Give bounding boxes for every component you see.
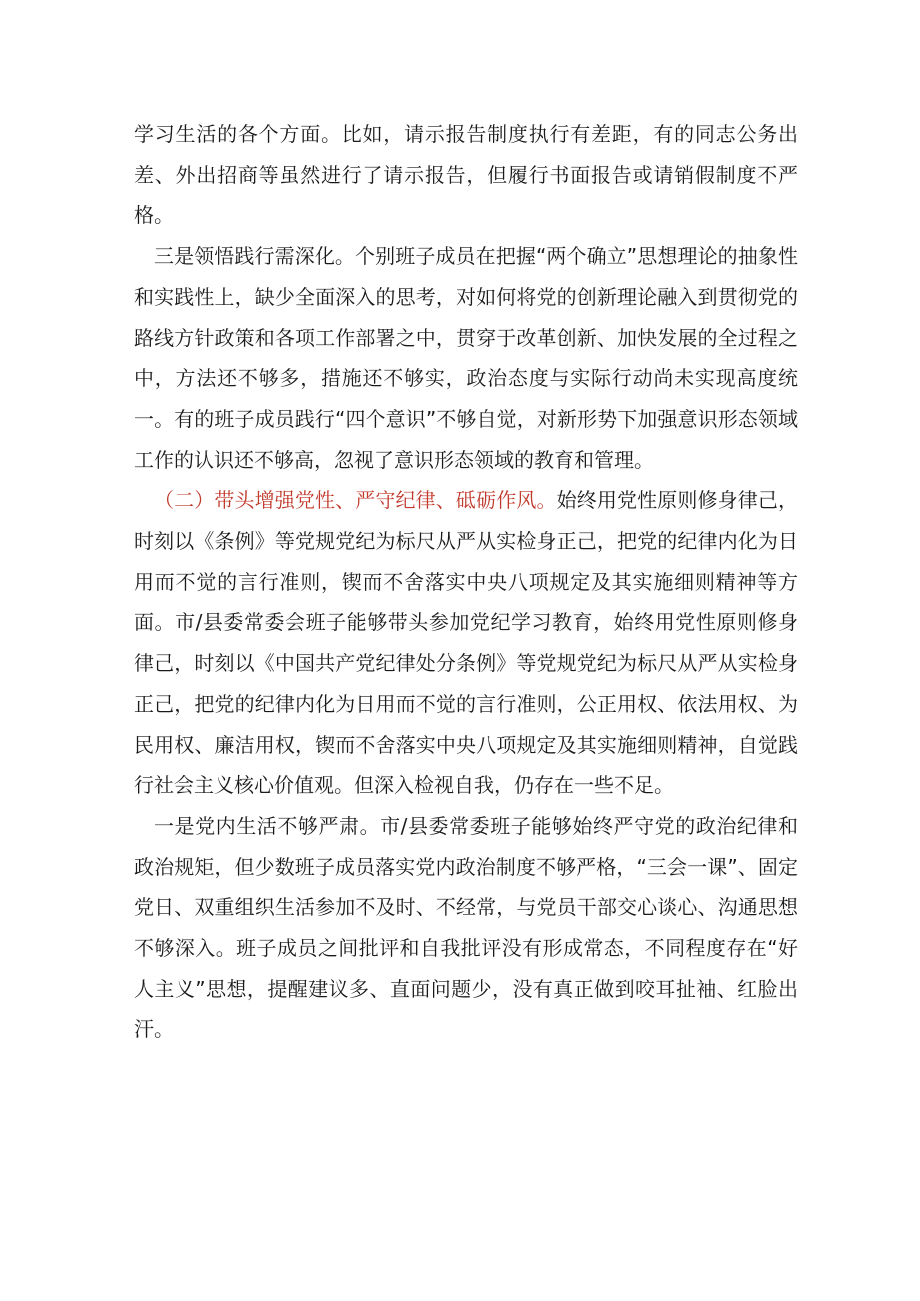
paragraph-continuation: 学习生活的各个方面。比如，请示报告制度执行有差距，有的同志公务出差、外出招商等虽然进行了请示报告，但履行书面报告或请销假制度不严格。 xyxy=(134,122,798,228)
paragraph-point-three: 三是领悟践行需深化。个别班子成员在把握“两个确立”思想理论的抽象性和实践性上，缺少全面深入的思考，对如何将党的创新理论融入到贯彻党的路线方针政策和各项工作部署之中，贯穿于改革创新、加快发展的全过程之中，方法还不够多，措施还不够实，政治态度与实际行动尚未实现高度统一。有的班子成员践行“四个意识”不够自觉，对新形势下加强意识形态领域工作的认识还不够高，忽视了意识形态领域的教育和管理。 xyxy=(134,244,798,472)
paragraph-point-one: 一是党内生活不够严肃。市/县委常委班子能够始终严守党的政治纪律和政治规矩，但少数班子成员落实党内政治制度不够严格，“三会一课”、固定党日、双重组织生活参加不及时、不经常，与党员干部交心谈心、沟通思想不够深入。班子成员之间批评和自我批评没有形成常态，不同程度存在“好人主义”思想，提醒建议多、直面问题少，没有真正做到咬耳扯袖、红脸出汗。 xyxy=(134,813,798,1042)
section-heading: （二）带头增强党性、严守纪律、砥砺作风。 xyxy=(154,488,557,513)
document-body xyxy=(134,114,798,1050)
paragraph-section-two xyxy=(134,480,798,806)
section-body: 始终用党性原则修身律己，时刻以《条例》等党规党纪为标尺从严从实检身正己，把党的纪律内化为日用而不觉的言行准则，锲而不舍落实中央八项规定及其实施细则精神等方面。市/县委常委会班子能够带头参加党纪学习教育，始终用党性原则修身律己，时刻以《中国共产党纪律处分条例》等党规党纪为标尺从严从实检身正己，把党的纪律内化为日用而不觉的言行准则，公正用权、依法用权、为民用权、廉洁用权，锲而不舍落实中央八项规定及其实施细则精神，自觉践行社会主义核心价值观。但深入检视自我，仍存在一些不足。 xyxy=(134,488,799,798)
